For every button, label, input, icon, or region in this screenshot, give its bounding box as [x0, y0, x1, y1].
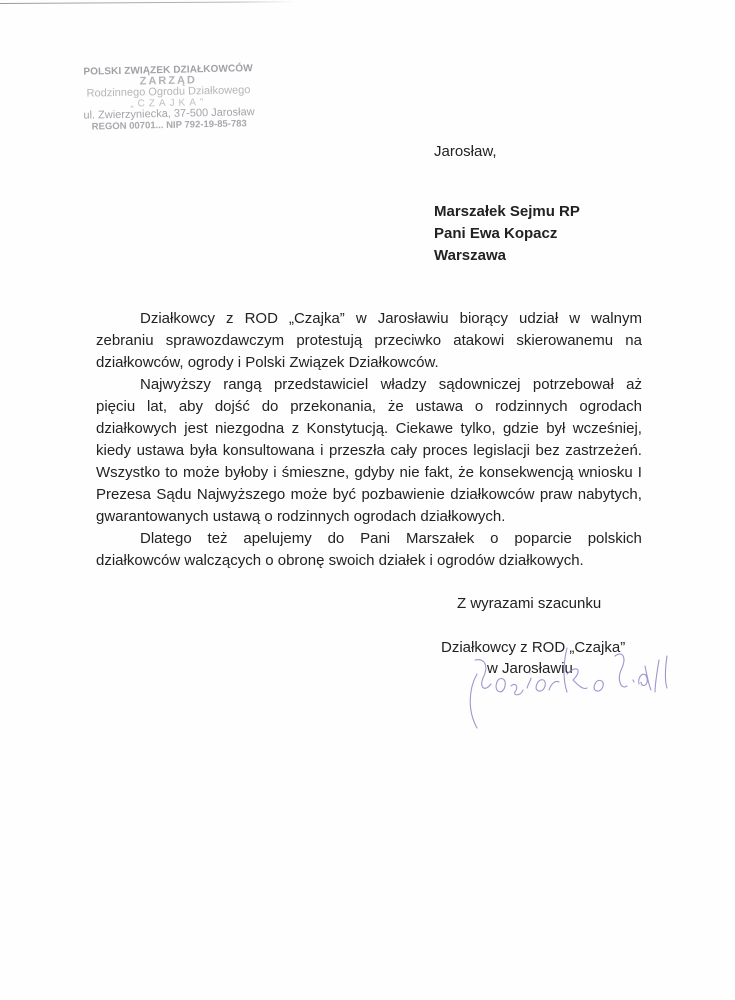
body-word: jest: [184, 420, 208, 437]
body-word: sądowniczej: [438, 376, 521, 393]
signatory-line-2: w Jarosławiu: [487, 660, 573, 677]
body-word: ROD: [244, 310, 278, 327]
body-word: była: [189, 442, 218, 459]
body-word: Konstytucją.: [306, 420, 389, 437]
body-word: Działkowcy: [140, 310, 216, 327]
body-word: może: [290, 486, 328, 503]
body-word: Dlatego: [140, 530, 192, 547]
stamp-line-5: ul. Zwierzyniecka, 37-500 Jarosław: [83, 106, 255, 122]
recipient-line-3: Warszawa: [434, 247, 506, 264]
stamp-line-1: POLSKI ZWIĄZEK DZIAŁKOWCÓW: [83, 63, 253, 78]
body-word: rodzinnych: [495, 398, 568, 415]
body-word: zebraniu: [96, 332, 154, 349]
body-word: zastrzeżeń.: [565, 442, 642, 459]
body-word: udział: [519, 310, 559, 327]
body-word: w: [569, 310, 581, 327]
body-word: to: [165, 464, 178, 481]
stamp-line-6: REGON 00701... NIP 792-19-85-783: [91, 118, 247, 133]
body-line: [96, 506, 642, 528]
body-word: był: [546, 420, 566, 437]
stamp-line-4: „CZAJKA”: [130, 97, 208, 110]
body-word: apelujemy: [243, 530, 312, 547]
body-word: lat,: [147, 398, 168, 415]
body-word: Prezesa: [96, 486, 152, 503]
body-word: poparcie: [514, 530, 572, 547]
body-line: [96, 550, 642, 572]
body-word: „Czajka”: [288, 310, 345, 327]
body-word: rangą: [223, 376, 262, 393]
body-word: że: [387, 398, 404, 415]
body-word: nabytych,: [577, 486, 642, 503]
body-word: do: [327, 530, 345, 547]
body-word: atakowi: [453, 332, 505, 349]
body-word: Pani: [360, 530, 391, 547]
body-word: Marszałek: [405, 530, 475, 547]
body-word: Sądu: [156, 486, 192, 503]
body-word: pozbawienie: [361, 486, 445, 503]
closing-line: Z wyrazami szacunku: [457, 595, 602, 612]
body-word: działkowców: [450, 486, 535, 503]
body-word: konsultowana: [222, 442, 315, 459]
body-word: i: [273, 464, 277, 481]
stamp-line-3: Rodzinnego Ogrodu Działkowego: [86, 84, 251, 100]
body-word: w: [355, 310, 367, 327]
body-word: Najwyższy: [140, 376, 211, 393]
body-word: przekonania,: [290, 398, 377, 415]
body-word: gdyby: [354, 464, 395, 481]
body-line-text: działkowców, ogrody i Polski Związek Działkowców.: [96, 354, 439, 371]
body-word: proces: [422, 442, 468, 459]
body-word: fakt,: [424, 464, 454, 481]
body-word: potrzebował: [532, 376, 614, 393]
body-word: Ciekawe: [395, 420, 454, 437]
body-word: dojść: [214, 398, 250, 415]
body-word: I: [637, 464, 642, 481]
body-word: Najwyższego: [196, 486, 286, 503]
stamp-line-2: ZARZĄD: [139, 74, 198, 88]
body-word: byłoby: [224, 464, 269, 481]
body-word: protestują: [296, 332, 363, 349]
body-word: Wszystko: [96, 464, 161, 481]
body-word: działkowych: [96, 420, 177, 437]
body-word: konsekwencją: [479, 464, 574, 481]
body-word: polskich: [587, 530, 642, 547]
body-word: o: [474, 398, 484, 415]
body-word: być: [332, 486, 357, 503]
body-word: gdzie: [502, 420, 539, 437]
body-word: przedstawiciel: [273, 376, 369, 393]
body-word: przeszła: [328, 442, 385, 459]
body-word: z: [291, 420, 300, 437]
body-word: walnym: [591, 310, 642, 327]
body-line: [96, 528, 642, 550]
body-line: [96, 462, 642, 484]
body-word: wcześniej,: [572, 420, 642, 437]
body-word: na: [625, 332, 642, 349]
scan-edge-line: [0, 1, 295, 4]
body-word: bez: [535, 442, 560, 459]
organization-stamp: [68, 63, 269, 133]
body-line: [96, 418, 642, 440]
body-word: biorący: [459, 310, 508, 327]
body-word: o: [490, 530, 499, 547]
body-word: władzy: [380, 376, 427, 393]
body-word: że: [458, 464, 474, 481]
body-word: wniosku: [578, 464, 633, 481]
body-line-text: działkowców walczących o obronę swoich działek i ogrodów działkowych.: [96, 552, 584, 569]
body-word: też: [207, 530, 228, 547]
body-word: śmieszne,: [281, 464, 350, 481]
body-word: ustawa: [136, 442, 185, 459]
letter-body: [96, 308, 642, 572]
body-line: [96, 484, 642, 506]
body-word: z: [226, 310, 234, 327]
recipient-line-1: Marszałek Sejmu RP: [434, 203, 580, 220]
body-word: Jarosławiu: [377, 310, 449, 327]
body-word: nie: [399, 464, 420, 481]
body-word: kiedy: [96, 442, 132, 459]
body-word: pięciu: [96, 398, 136, 415]
body-word: cały: [390, 442, 418, 459]
body-word: do: [261, 398, 279, 415]
body-word: ogrodach: [579, 398, 642, 415]
body-word: aby: [178, 398, 204, 415]
body-word: aż: [626, 376, 642, 393]
body-word: tylko,: [460, 420, 496, 437]
body-word: sprawozdawczym: [165, 332, 285, 349]
body-line: [96, 374, 642, 396]
body-line: [96, 330, 642, 352]
body-line: [96, 440, 642, 462]
place-line: Jarosław,: [434, 143, 497, 160]
body-word: skierowanemu: [516, 332, 614, 349]
body-line-text: gwarantowanych ustawą o rodzinnych ogrodach działkowych.: [96, 508, 506, 525]
body-word: ustawa: [415, 398, 464, 415]
body-line: [96, 352, 642, 374]
body-word: praw: [539, 486, 573, 503]
body-word: przeciwko: [374, 332, 442, 349]
body-word: legislacji: [473, 442, 530, 459]
body-line: [96, 308, 642, 330]
handwritten-signature: [455, 630, 685, 740]
body-line: [96, 396, 642, 418]
body-word: niezgodna: [215, 420, 285, 437]
signatory-line-1: Działkowcy z ROD „Czajka”: [441, 639, 626, 656]
recipient-line-2: Pani Ewa Kopacz: [434, 225, 558, 242]
body-word: może: [182, 464, 220, 481]
body-word: i: [320, 442, 324, 459]
